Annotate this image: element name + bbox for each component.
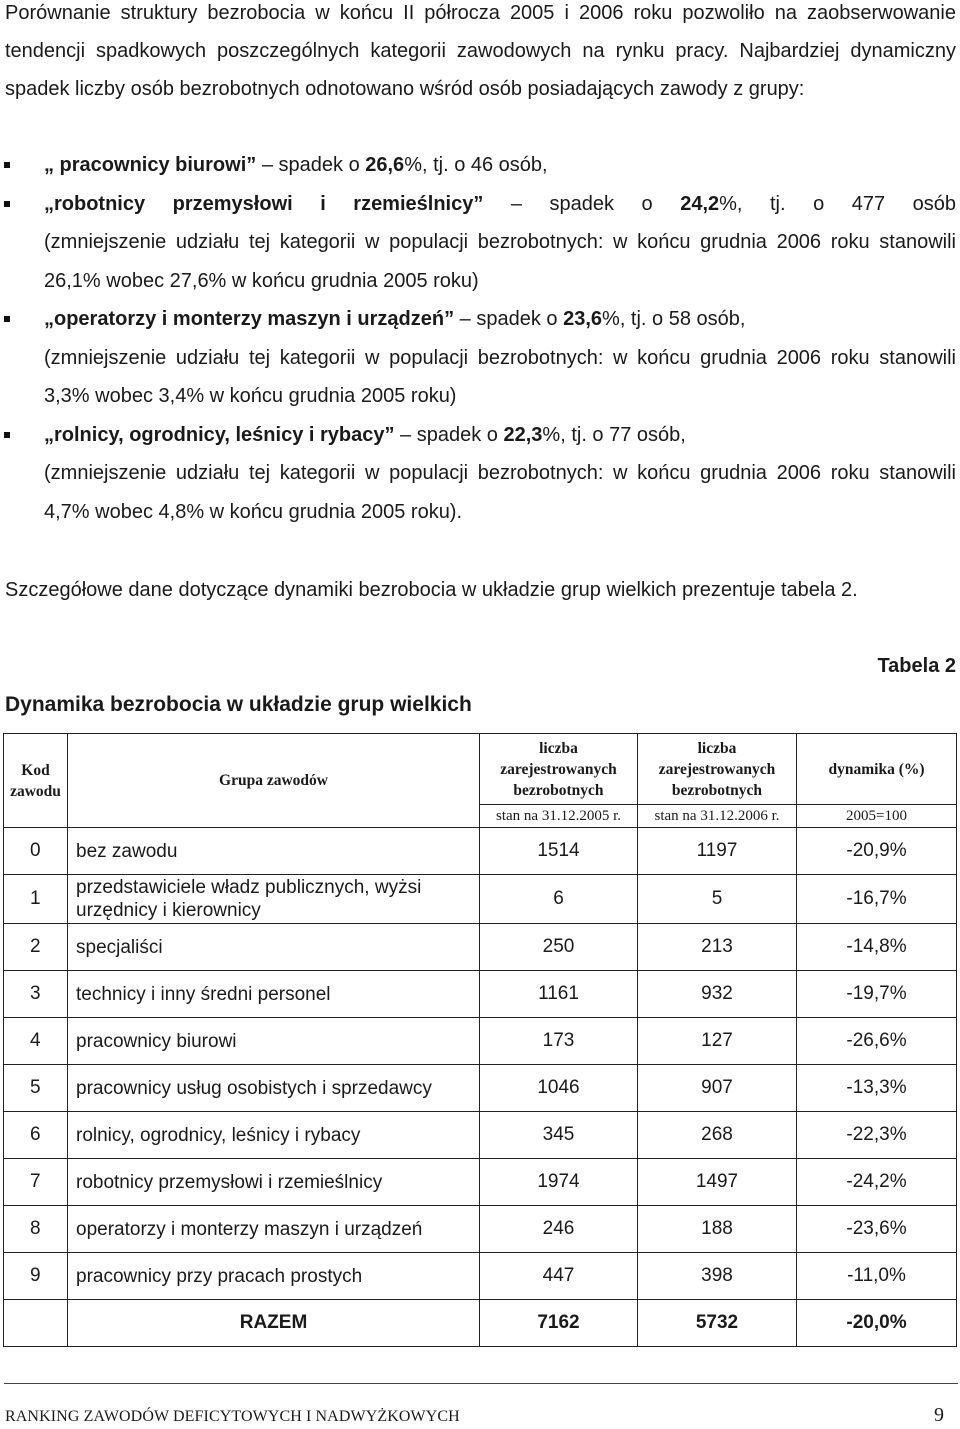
bullet-dash: – [454, 308, 477, 330]
square-bullet-icon [4, 432, 10, 438]
table-total-row [4, 1300, 957, 1347]
cell-grupa: pracownicy usług osobistych i sprzedawcy [68, 1065, 480, 1112]
footer-title: RANKING ZAWODÓW DEFICYTOWYCH I NADWYŻKOWYCH [5, 1408, 460, 1425]
cell-dynamika: -22,3% [797, 1112, 957, 1159]
cell-2005: 1514 [480, 828, 638, 875]
bullet-dash: – [394, 423, 417, 446]
cell-2005: 1161 [480, 971, 638, 1018]
cell-2006: 1197 [638, 828, 797, 875]
cell-2006: 188 [638, 1206, 797, 1253]
square-bullet-icon [4, 162, 10, 168]
bullet-drop-value: 24,2 [680, 192, 720, 215]
cell-grupa: bez zawodu [68, 828, 480, 875]
bullet-drop-value: 26,6 [365, 154, 405, 176]
table-row [4, 924, 957, 971]
cell-grupa: technicy i inny średni personel [68, 971, 480, 1018]
header-2005: liczba zarejestrowanych bezrobotnych [480, 734, 638, 805]
cell-dynamika: -16,7% [797, 875, 957, 924]
table-row [4, 1065, 957, 1112]
bullet-drop-value: 23,6 [563, 308, 603, 330]
cell-grupa: operatorzy i monterzy maszyn i urządzeń [68, 1206, 480, 1253]
cell-dynamika: -24,2% [797, 1159, 957, 1206]
bullet-drop-suffix: %, tj. o 58 osób, [602, 308, 746, 330]
total-label: RAZEM [68, 1300, 480, 1347]
bullet-item [0, 146, 956, 185]
bullet-drop-suffix: %, tj. o 77 osób, [542, 423, 686, 446]
footer-divider [4, 1383, 958, 1384]
bullet-item [0, 416, 956, 532]
table-row [4, 1018, 957, 1065]
cell-2005: 1046 [480, 1065, 638, 1112]
cell-kod: 2 [4, 924, 68, 971]
cell-dynamika: -20,9% [797, 828, 957, 875]
cell-2005: 173 [480, 1018, 638, 1065]
cell-dynamika: -23,6% [797, 1206, 957, 1253]
bullet-category: „operatorzy i monterzy maszyn i urządzeń” [44, 308, 455, 330]
cell-grupa: specjaliści [68, 924, 480, 971]
cell-dynamika: -13,3% [797, 1065, 957, 1112]
cell-kod: 3 [4, 971, 68, 1018]
intro-paragraph: Porównanie struktury bezrobocia w końcu II półrocza 2005 i 2006 roku pozwoliło na zaobserwowanie tendencji spadkowych poszczególnych kategorii zawodowych na rynku pracy. Najbardziej dynamiczny spadek liczby osób bezrobotnych odnotowano wśród osób posiadających zawody z grupy: [5, 2, 956, 100]
bullet-dash: – [483, 192, 550, 215]
header-kod: Kod zawodu [4, 734, 68, 828]
cell-kod: 6 [4, 1112, 68, 1159]
cell-dynamika: -14,8% [797, 924, 957, 971]
cell-2006: 398 [638, 1253, 797, 1300]
cell-2006: 1497 [638, 1159, 797, 1206]
bullet-detail: (zmniejszenie udziału tej kategorii w populacji bezrobotnych: w końcu grudnia 2006 roku stanowili 26,1% wobec 27,6% w końcu grudnia 2005 roku) [44, 231, 956, 292]
bullet-drop-suffix: %, tj. o 477 osób [719, 192, 956, 215]
unemployment-dynamics-table [3, 733, 957, 1347]
cell-kod [4, 1300, 68, 1347]
cell-2005: 6 [480, 875, 638, 924]
cell-grupa: robotnicy przemysłowi i rzemieślnicy [68, 1159, 480, 1206]
cell-grupa: rolnicy, ogrodnicy, leśnicy i rybacy [68, 1112, 480, 1159]
bullet-drop-value: 22,3 [503, 423, 543, 446]
table-row [4, 1159, 957, 1206]
bullet-detail: (zmniejszenie udziału tej kategorii w populacji bezrobotnych: w końcu grudnia 2006 roku stanowili 4,7% wobec 4,8% w końcu grudnia 2005 roku). [44, 462, 956, 523]
cell-dynamika: -26,6% [797, 1018, 957, 1065]
table-row [4, 1112, 957, 1159]
bullet-item [0, 185, 956, 301]
header-dynamika: dynamika (%) [797, 734, 957, 805]
cell-2005: 447 [480, 1253, 638, 1300]
bullet-list [0, 146, 956, 531]
bullet-category: „ pracownicy biurowi” [44, 154, 257, 176]
table-header-row [4, 734, 957, 805]
bullet-item [0, 300, 956, 416]
subheader-2005: stan na 31.12.2005 r. [480, 805, 638, 828]
table-number-label: Tabela 2 [877, 655, 956, 677]
cell-2006: 932 [638, 971, 797, 1018]
table-intro-paragraph: Szczegółowe dane dotyczące dynamiki bezrobocia w układzie grup wielkich prezentuje tabela 2. [5, 579, 858, 601]
bullet-drop-prefix: spadek o [416, 423, 504, 446]
cell-2005: 250 [480, 924, 638, 971]
cell-2006: 907 [638, 1065, 797, 1112]
cell-kod: 9 [4, 1253, 68, 1300]
cell-kod: 4 [4, 1018, 68, 1065]
cell-dynamika: -11,0% [797, 1253, 957, 1300]
bullet-drop-prefix: spadek o [549, 192, 681, 215]
header-2006: liczba zarejestrowanych bezrobotnych [638, 734, 797, 805]
cell-kod: 0 [4, 828, 68, 875]
bullet-drop-prefix: spadek o [278, 154, 366, 176]
cell-2005: 1974 [480, 1159, 638, 1206]
cell-dynamika: -19,7% [797, 971, 957, 1018]
square-bullet-icon [4, 201, 10, 207]
cell-grupa: przedstawiciele władz publicznych, wyżsi urzędnicy i kierownicy [68, 875, 480, 924]
subheader-2006: stan na 31.12.2006 r. [638, 805, 797, 828]
cell-kod: 1 [4, 875, 68, 924]
bullet-dash: – [256, 154, 279, 176]
square-bullet-icon [4, 316, 10, 322]
table-row [4, 875, 957, 924]
table-title: Dynamika bezrobocia w układzie grup wielkich [5, 693, 472, 716]
cell-2005: 345 [480, 1112, 638, 1159]
header-grupa: Grupa zawodów [68, 734, 480, 828]
cell-kod: 5 [4, 1065, 68, 1112]
cell-2005: 246 [480, 1206, 638, 1253]
bullet-drop-suffix: %, tj. o 46 osób, [404, 154, 548, 176]
table-row [4, 971, 957, 1018]
table-row [4, 1253, 957, 1300]
total-2006: 5732 [638, 1300, 797, 1347]
cell-2006: 268 [638, 1112, 797, 1159]
page-number: 9 [934, 1404, 944, 1426]
table-row [4, 828, 957, 875]
cell-grupa: pracownicy biurowi [68, 1018, 480, 1065]
bullet-detail: (zmniejszenie udziału tej kategorii w populacji bezrobotnych: w końcu grudnia 2006 roku stanowili 3,3% wobec 3,4% w końcu grudnia 2005 roku) [44, 346, 956, 407]
total-2005: 7162 [480, 1300, 638, 1347]
cell-kod: 8 [4, 1206, 68, 1253]
cell-grupa: pracownicy przy pracach prostych [68, 1253, 480, 1300]
bullet-category: „robotnicy przemysłowi i rzemieślnicy” [44, 192, 484, 215]
table-row [4, 1206, 957, 1253]
cell-kod: 7 [4, 1159, 68, 1206]
total-dynamika: -20,0% [797, 1300, 957, 1347]
cell-2006: 213 [638, 924, 797, 971]
cell-2006: 127 [638, 1018, 797, 1065]
bullet-drop-prefix: spadek o [476, 308, 564, 330]
subheader-dynamika: 2005=100 [797, 805, 957, 828]
cell-2006: 5 [638, 875, 797, 924]
bullet-category: „rolnicy, ogrodnicy, leśnicy i rybacy” [44, 423, 395, 446]
